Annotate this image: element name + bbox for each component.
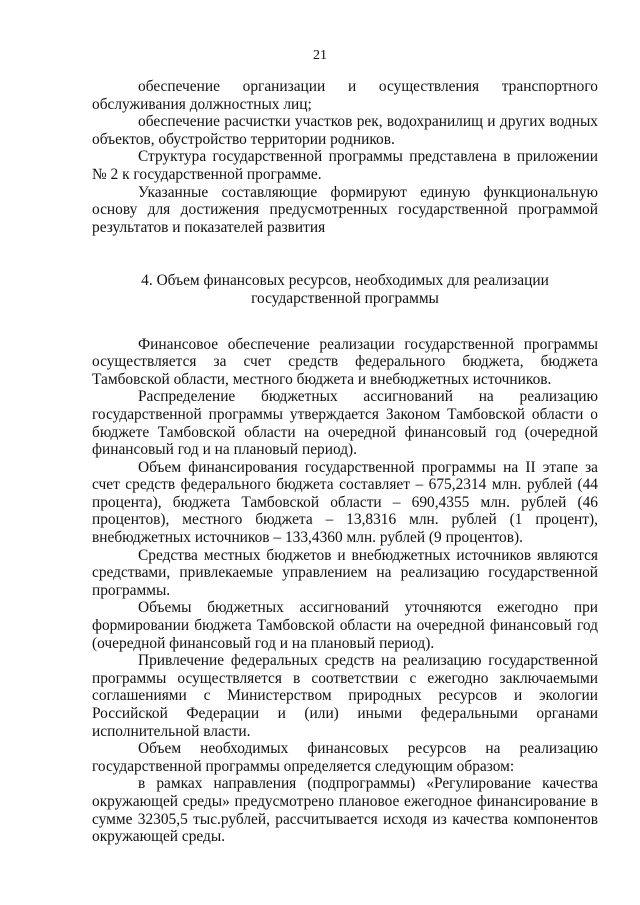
page-number: 21 — [313, 48, 327, 63]
paragraph: Привлечение федеральных средств на реализацию государственной программы осуществляется в соответствии с ежегодно заключаемыми соглашениями с Министерством природных ресурсов и экологии Российской Федерации и (или) иными федеральными органами исполнительной власти. — [92, 652, 598, 740]
section-heading-line: 4. Объем финансовых ресурсов, необходимых для реализации — [141, 272, 549, 290]
paragraph: Указанные составляющие формируют единую функциональную основу для достижения предусмотренных государственной программой результатов и показателей развития — [92, 183, 598, 236]
paragraph: обеспечение расчистки участков рек, водохранилищ и других водных объектов, обустройство территории родников. — [92, 113, 598, 148]
paragraph: Структура государственной программы представлена в приложении № 2 к государственной программе. — [92, 148, 598, 183]
paragraph: Объем необходимых финансовых ресурсов на реализацию государственной программы определяется следующим образом: — [92, 740, 598, 775]
paragraph: обеспечение организации и осуществления транспортного обслуживания должностных лиц; — [92, 78, 598, 113]
paragraph: Распределение бюджетных ассигнований на реализацию государственной программы утверждается Законом Тамбовской области о бюджете Тамбовской области на очередной финансовый год (очередной финансовый год и на плановый период). — [92, 388, 598, 459]
paragraph: Объем финансирования государственной программы на II этапе за счет средств федерального бюджета составляет – 675,2314 млн. рублей (44 процента), бюджета Тамбовской области – 690,4355 млн. рублей (46 процентов), местного бюджета – 13,8316 млн. рублей (1 процент), внебюджетных источников – 133,4360 млн. рублей (9 процентов). — [92, 458, 598, 547]
section-heading-line: государственной программы — [251, 289, 439, 307]
paragraph: в рамках направления (подпрограммы) «Регулирование качества окружающей среды» предусмотрено плановое ежегодное финансирование в сумме 32305,5 тыс.рублей, рассчитывается исходя из качества компонентов окружающей среды. — [92, 775, 598, 846]
section-heading — [92, 272, 598, 307]
paragraph: Финансовое обеспечение реализации государственной программы осуществляется за счет средств федерального бюджета, бюджета Тамбовской области, местного бюджета и внебюджетных источников. — [92, 335, 598, 388]
document-body — [92, 78, 598, 846]
paragraph: Объемы бюджетных ассигнований уточняются ежегодно при формировании бюджета Тамбовской области на очередной финансовый год (очередной финансовый год и на плановый период). — [92, 599, 598, 652]
paragraph: Средства местных бюджетов и внебюджетных источников являются средствами, привлекаемые управлением на реализацию государственной программы. — [92, 546, 598, 599]
